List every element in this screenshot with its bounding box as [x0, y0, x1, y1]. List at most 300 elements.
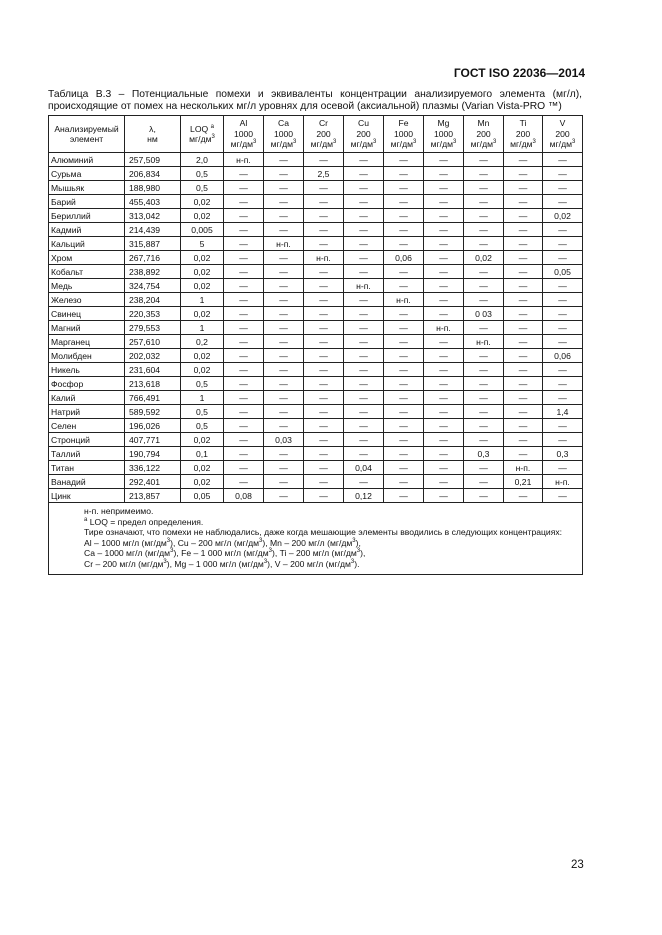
loq-cell: 5 [181, 237, 224, 251]
interference-value-cell: — [543, 293, 583, 307]
element-name-cell: Кобальт [49, 265, 125, 279]
table-row [49, 321, 583, 335]
interference-value-cell: — [384, 391, 424, 405]
interference-value-cell: — [424, 489, 464, 503]
interference-value-cell: — [344, 237, 384, 251]
interference-value-cell: — [224, 265, 264, 279]
table-row [49, 489, 583, 503]
interference-value-cell: — [543, 307, 583, 321]
interference-value-cell: — [504, 293, 543, 307]
interference-value-cell: — [464, 489, 504, 503]
interference-value-cell: — [224, 377, 264, 391]
interference-value-cell: — [344, 181, 384, 195]
interference-value-cell: — [304, 391, 344, 405]
interference-value-cell: — [224, 237, 264, 251]
interference-value-cell: 0,02 [543, 209, 583, 223]
interference-value-cell: н-п. [344, 279, 384, 293]
element-name-cell: Медь [49, 279, 125, 293]
interference-value-cell: — [384, 475, 424, 489]
interference-value-cell: — [384, 349, 424, 363]
table-row [49, 349, 583, 363]
interference-value-cell: — [424, 181, 464, 195]
interference-value-cell: — [504, 433, 543, 447]
interference-value-cell: — [384, 405, 424, 419]
interference-value-cell: — [384, 461, 424, 475]
interference-value-cell: — [344, 419, 384, 433]
interference-value-cell: — [384, 433, 424, 447]
table-row [49, 223, 583, 237]
interference-value-cell: — [264, 167, 304, 181]
wavelength-cell: 324,754 [125, 279, 181, 293]
interference-value-cell: — [304, 195, 344, 209]
interference-value-cell: — [304, 279, 344, 293]
interference-value-cell: — [224, 279, 264, 293]
wavelength-cell: 214,439 [125, 223, 181, 237]
loq-cell: 1 [181, 293, 224, 307]
interference-value-cell: 0 03 [464, 307, 504, 321]
element-name-cell: Мышьяк [49, 181, 125, 195]
interference-value-cell: — [543, 489, 583, 503]
table-header-row [49, 116, 583, 153]
loq-cell: 0,02 [181, 433, 224, 447]
interference-value-cell: — [464, 321, 504, 335]
interference-value-cell: — [424, 405, 464, 419]
loq-cell: 0,5 [181, 181, 224, 195]
header-v: V 200 $мг/дм^3$ [543, 116, 583, 153]
interference-value-cell: — [264, 335, 304, 349]
interference-value-cell: — [344, 475, 384, 489]
note-concentration-line: Ca – 1000 мг/л $(мг/дм^3)$, Fe – 1 000 мг/л $(мг/дм^3)$, Ti – 200 мг/л $(мг/дм^3)$, [84, 548, 366, 559]
interference-value-cell: — [424, 251, 464, 265]
interference-value-cell: — [384, 363, 424, 377]
element-name-cell: Барий [49, 195, 125, 209]
table-notes [49, 503, 583, 575]
interference-value-cell: — [224, 181, 264, 195]
interference-value-cell: — [384, 181, 424, 195]
wavelength-cell: 238,892 [125, 265, 181, 279]
header-fe: Fe 1000 $мг/дм^3$ [384, 116, 424, 153]
interference-value-cell: — [384, 377, 424, 391]
interference-value-cell: — [384, 447, 424, 461]
wavelength-cell: 220,353 [125, 307, 181, 321]
header-element: Анализируемый элемент [49, 116, 125, 153]
interference-value-cell: н-п. [464, 335, 504, 349]
element-name-cell: Никель [49, 363, 125, 377]
interference-value-cell: — [224, 349, 264, 363]
element-name-cell: Магний [49, 321, 125, 335]
interference-value-cell: — [344, 335, 384, 349]
element-name-cell: Марганец [49, 335, 125, 349]
loq-cell: 0,1 [181, 447, 224, 461]
loq-cell: 0,02 [181, 461, 224, 475]
interference-value-cell: — [464, 167, 504, 181]
interference-value-cell: — [304, 377, 344, 391]
element-name-cell: Сурьма [49, 167, 125, 181]
element-name-cell: Алюминий [49, 153, 125, 167]
table-row [49, 153, 583, 167]
interference-value-cell: — [344, 307, 384, 321]
element-name-cell: Бериллий [49, 209, 125, 223]
note-np: н-п. непримеимо. [84, 506, 154, 516]
interference-value-cell: н-п. [224, 153, 264, 167]
interference-value-cell: — [304, 349, 344, 363]
interference-value-cell: — [464, 391, 504, 405]
wavelength-cell: 455,403 [125, 195, 181, 209]
interference-value-cell: — [424, 279, 464, 293]
interference-value-cell: — [504, 209, 543, 223]
header-loq: LOQ $^a$ $мг/дм^3$ [181, 116, 224, 153]
interference-value-cell: — [464, 377, 504, 391]
interference-value-cell: — [264, 181, 304, 195]
interference-value-cell: — [543, 279, 583, 293]
interference-value-cell: — [543, 461, 583, 475]
table-row [49, 475, 583, 489]
interference-value-cell: — [543, 237, 583, 251]
loq-cell: 0,2 [181, 335, 224, 349]
interference-value-cell: — [384, 279, 424, 293]
interference-value-cell: — [464, 153, 504, 167]
interference-value-cell: — [543, 433, 583, 447]
loq-cell: 2,0 [181, 153, 224, 167]
element-name-cell: Цинк [49, 489, 125, 503]
interference-value-cell: — [224, 209, 264, 223]
interference-value-cell: н-п. [264, 237, 304, 251]
interference-value-cell: — [424, 195, 464, 209]
loq-cell: 0,02 [181, 349, 224, 363]
loq-cell: 0,5 [181, 405, 224, 419]
interference-value-cell: — [304, 489, 344, 503]
notes-row [49, 503, 583, 575]
interference-value-cell: — [344, 153, 384, 167]
interference-value-cell: — [543, 363, 583, 377]
header-cu: Cu 200 $мг/дм^3$ [344, 116, 384, 153]
interference-value-cell: — [224, 433, 264, 447]
interference-value-cell: 0,08 [224, 489, 264, 503]
interference-value-cell: — [543, 251, 583, 265]
interference-value-cell: — [504, 167, 543, 181]
interference-value-cell: — [344, 223, 384, 237]
table-row [49, 363, 583, 377]
interference-value-cell: — [384, 265, 424, 279]
table-row [49, 433, 583, 447]
wavelength-cell: 589,592 [125, 405, 181, 419]
interference-value-cell: — [464, 419, 504, 433]
interference-value-cell: — [264, 447, 304, 461]
interference-value-cell: — [464, 237, 504, 251]
element-name-cell: Натрий [49, 405, 125, 419]
interference-value-cell: — [304, 335, 344, 349]
interference-value-cell: — [384, 195, 424, 209]
interference-value-cell: — [344, 265, 384, 279]
interference-value-cell: 0,12 [344, 489, 384, 503]
interference-value-cell: — [424, 153, 464, 167]
interference-value-cell: — [504, 377, 543, 391]
wavelength-cell: 231,604 [125, 363, 181, 377]
wavelength-cell: 190,794 [125, 447, 181, 461]
wavelength-cell: 188,980 [125, 181, 181, 195]
interference-value-cell: — [304, 475, 344, 489]
interference-value-cell: — [344, 405, 384, 419]
interference-value-cell: — [304, 433, 344, 447]
interference-value-cell: — [224, 335, 264, 349]
interference-value-cell: — [504, 223, 543, 237]
interference-value-cell: — [543, 153, 583, 167]
interference-value-cell: — [224, 363, 264, 377]
loq-cell: 1 [181, 391, 224, 405]
interference-table [48, 115, 583, 575]
wavelength-cell: 313,042 [125, 209, 181, 223]
interference-value-cell: — [543, 223, 583, 237]
loq-cell: 0,02 [181, 307, 224, 321]
interference-value-cell: — [344, 433, 384, 447]
note-dash: Тире означают, что помехи не наблюдались, даже когда мешающие элементы вводились в следующих концентрациях: [84, 527, 563, 538]
loq-cell: 0,02 [181, 265, 224, 279]
interference-value-cell: — [543, 391, 583, 405]
interference-value-cell: — [344, 195, 384, 209]
interference-value-cell: 0,03 [264, 433, 304, 447]
interference-value-cell: — [344, 447, 384, 461]
wavelength-cell: 206,834 [125, 167, 181, 181]
interference-value-cell: — [264, 377, 304, 391]
wavelength-cell: 257,509 [125, 153, 181, 167]
interference-value-cell: — [264, 279, 304, 293]
interference-value-cell: — [464, 195, 504, 209]
interference-value-cell: — [264, 349, 304, 363]
interference-value-cell: — [264, 405, 304, 419]
interference-value-cell: — [424, 419, 464, 433]
loq-cell: 1 [181, 321, 224, 335]
interference-value-cell: — [344, 251, 384, 265]
wavelength-cell: 315,887 [125, 237, 181, 251]
loq-cell: 0,005 [181, 223, 224, 237]
interference-value-cell: 0,3 [464, 447, 504, 461]
interference-value-cell: — [304, 447, 344, 461]
interference-value-cell: 0,3 [543, 447, 583, 461]
interference-value-cell: — [304, 223, 344, 237]
interference-value-cell: н-п. [424, 321, 464, 335]
interference-value-cell: — [504, 335, 543, 349]
wavelength-cell: 407,771 [125, 433, 181, 447]
interference-value-cell: — [424, 223, 464, 237]
wavelength-cell: 213,618 [125, 377, 181, 391]
header-ca: Ca 1000 $мг/дм^3$ [264, 116, 304, 153]
interference-value-cell: — [504, 363, 543, 377]
table-row [49, 335, 583, 349]
table-row [49, 209, 583, 223]
interference-value-cell: — [504, 195, 543, 209]
loq-cell: 0,02 [181, 209, 224, 223]
interference-value-cell: — [264, 265, 304, 279]
interference-value-cell: — [384, 153, 424, 167]
wavelength-cell: 257,610 [125, 335, 181, 349]
interference-value-cell: — [424, 335, 464, 349]
table-row [49, 265, 583, 279]
interference-value-cell: 1,4 [543, 405, 583, 419]
interference-value-cell: — [264, 461, 304, 475]
interference-value-cell: — [264, 307, 304, 321]
element-name-cell: Молибден [49, 349, 125, 363]
interference-value-cell: — [384, 237, 424, 251]
interference-value-cell: — [384, 419, 424, 433]
wavelength-cell: 213,857 [125, 489, 181, 503]
loq-cell: 0,05 [181, 489, 224, 503]
header-ti: Ti 200 $мг/дм^3$ [504, 116, 543, 153]
interference-value-cell: — [464, 209, 504, 223]
interference-value-cell: — [464, 461, 504, 475]
interference-value-cell: — [464, 363, 504, 377]
table-row [49, 167, 583, 181]
table-caption: Таблица B.3 – Потенциальные помехи и эквиваленты концентрации анализируемого элемента (мг/л), происходящие от помех на нескольких мг/л уровнях для осевой (аксиальной) плазмы (Varian Vista-PRO ™) [48, 89, 582, 112]
interference-value-cell: — [344, 377, 384, 391]
interference-value-cell: — [264, 153, 304, 167]
interference-value-cell: — [264, 209, 304, 223]
interference-value-cell: — [264, 251, 304, 265]
interference-value-cell: — [464, 223, 504, 237]
interference-value-cell: — [384, 167, 424, 181]
table-row [49, 237, 583, 251]
interference-value-cell: — [424, 293, 464, 307]
interference-value-cell: — [384, 223, 424, 237]
interference-value-cell: — [424, 433, 464, 447]
interference-value-cell: — [224, 195, 264, 209]
loq-cell: 0,02 [181, 279, 224, 293]
standard-code: ГОСТ ISO 22036—2014 [453, 66, 585, 80]
interference-value-cell: — [543, 321, 583, 335]
interference-value-cell: — [344, 349, 384, 363]
interference-value-cell: — [384, 307, 424, 321]
interference-value-cell: — [504, 265, 543, 279]
interference-value-cell: — [424, 167, 464, 181]
table-row [49, 391, 583, 405]
loq-cell: 0,5 [181, 167, 224, 181]
interference-value-cell: — [304, 405, 344, 419]
element-name-cell: Фосфор [49, 377, 125, 391]
element-name-cell: Стронций [49, 433, 125, 447]
interference-value-cell: — [464, 405, 504, 419]
interference-value-cell: 0,02 [464, 251, 504, 265]
interference-value-cell: — [504, 251, 543, 265]
element-name-cell: Селен [49, 419, 125, 433]
interference-value-cell: — [304, 321, 344, 335]
table-row [49, 461, 583, 475]
interference-value-cell: — [264, 419, 304, 433]
element-name-cell: Ванадий [49, 475, 125, 489]
wavelength-cell: 202,032 [125, 349, 181, 363]
interference-value-cell: 0,06 [543, 349, 583, 363]
interference-value-cell: — [504, 237, 543, 251]
interference-value-cell: — [424, 349, 464, 363]
interference-value-cell: — [304, 209, 344, 223]
interference-value-cell: — [543, 167, 583, 181]
interference-value-cell: — [424, 447, 464, 461]
interference-value-cell: — [224, 391, 264, 405]
header-mg: Mg 1000 $мг/дм^3$ [424, 116, 464, 153]
table-row [49, 377, 583, 391]
interference-value-cell: — [464, 433, 504, 447]
table-row [49, 447, 583, 461]
interference-value-cell: — [424, 461, 464, 475]
interference-value-cell: — [264, 293, 304, 307]
interference-value-cell: — [224, 475, 264, 489]
interference-value-cell: — [304, 363, 344, 377]
table-row [49, 405, 583, 419]
interference-value-cell: н-п. [384, 293, 424, 307]
interference-value-cell: — [464, 349, 504, 363]
interference-value-cell: — [504, 153, 543, 167]
interference-value-cell: — [424, 307, 464, 321]
wavelength-cell: 238,204 [125, 293, 181, 307]
interference-value-cell: — [424, 265, 464, 279]
interference-value-cell: — [504, 349, 543, 363]
interference-value-cell: — [384, 321, 424, 335]
interference-value-cell: — [504, 447, 543, 461]
interference-value-cell: — [304, 153, 344, 167]
interference-value-cell: — [424, 363, 464, 377]
interference-value-cell: — [304, 419, 344, 433]
interference-value-cell: — [304, 293, 344, 307]
note-concentration-line: Cr – 200 мг/л $(мг/дм^3)$, Mg – 1 000 мг/л $(мг/дм^3)$, V – 200 мг/л $(мг/дм^3)$. [84, 558, 360, 569]
interference-value-cell: — [344, 363, 384, 377]
interference-value-cell: — [504, 321, 543, 335]
table-row [49, 195, 583, 209]
header-wavelength: λ, нм [125, 116, 181, 153]
interference-value-cell: — [543, 335, 583, 349]
interference-value-cell: н-п. [543, 475, 583, 489]
interference-value-cell: — [543, 181, 583, 195]
interference-value-cell: — [384, 335, 424, 349]
interference-value-cell: — [304, 307, 344, 321]
loq-cell: 0,02 [181, 475, 224, 489]
interference-value-cell: — [504, 181, 543, 195]
interference-value-cell: — [424, 391, 464, 405]
interference-value-cell: — [344, 209, 384, 223]
interference-value-cell: 2,5 [304, 167, 344, 181]
interference-value-cell: — [424, 237, 464, 251]
element-name-cell: Свинец [49, 307, 125, 321]
interference-value-cell: — [543, 377, 583, 391]
loq-cell: 0,02 [181, 363, 224, 377]
interference-value-cell: — [224, 405, 264, 419]
wavelength-cell: 267,716 [125, 251, 181, 265]
interference-value-cell: — [264, 391, 304, 405]
interference-value-cell: — [504, 405, 543, 419]
wavelength-cell: 336,122 [125, 461, 181, 475]
interference-value-cell: — [504, 279, 543, 293]
interference-value-cell: — [464, 293, 504, 307]
element-name-cell: Хром [49, 251, 125, 265]
interference-value-cell: — [464, 265, 504, 279]
interference-value-cell: — [384, 209, 424, 223]
interference-value-cell: — [543, 195, 583, 209]
interference-value-cell: — [224, 419, 264, 433]
wavelength-cell: 279,553 [125, 321, 181, 335]
interference-value-cell: — [504, 391, 543, 405]
interference-value-cell: — [224, 321, 264, 335]
element-name-cell: Железо [49, 293, 125, 307]
interference-value-cell: — [224, 293, 264, 307]
interference-value-cell: н-п. [504, 461, 543, 475]
interference-value-cell: 0,06 [384, 251, 424, 265]
element-name-cell: Кальций [49, 237, 125, 251]
wavelength-cell: 766,491 [125, 391, 181, 405]
element-name-cell: Кадмий [49, 223, 125, 237]
table-row [49, 419, 583, 433]
interference-value-cell: — [464, 181, 504, 195]
interference-value-cell: — [424, 475, 464, 489]
header-cr: Cr 200 $мг/дм^3$ [304, 116, 344, 153]
interference-value-cell: — [264, 489, 304, 503]
interference-value-cell: — [304, 265, 344, 279]
